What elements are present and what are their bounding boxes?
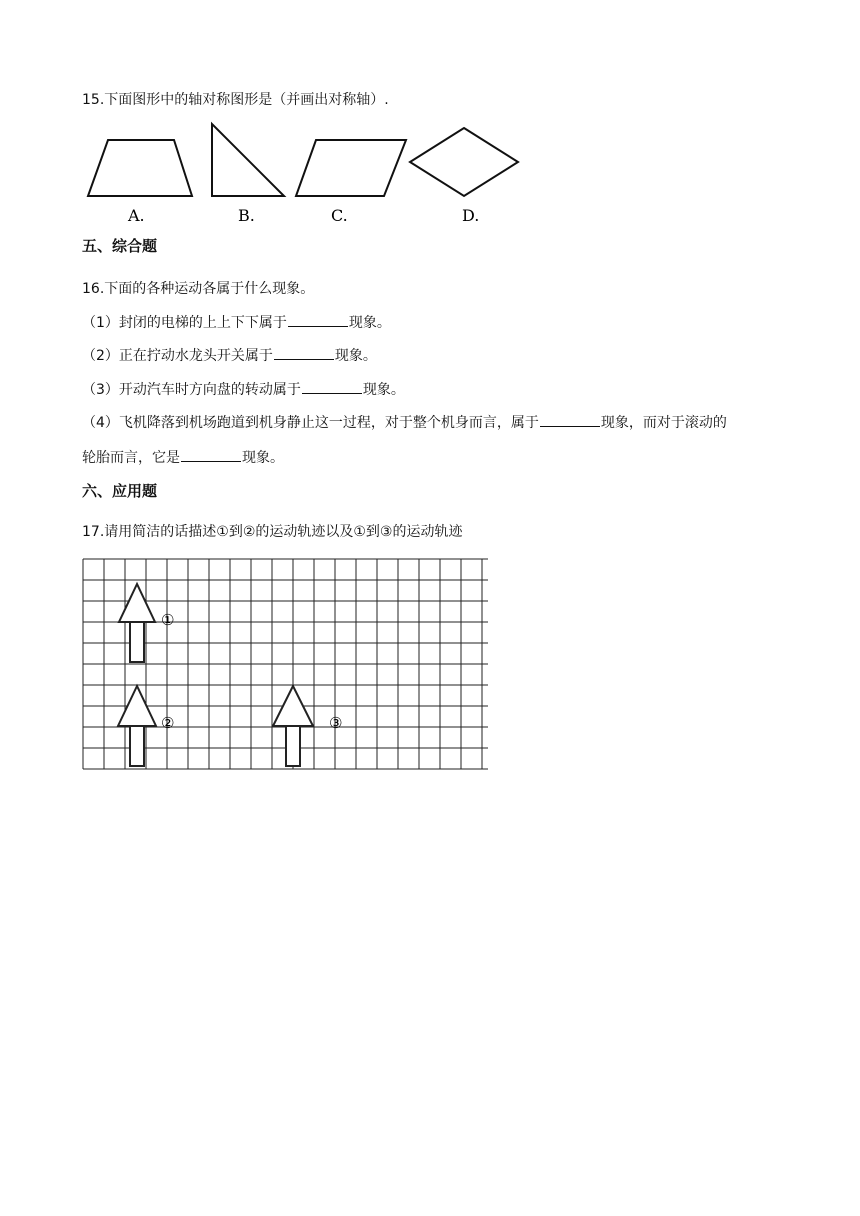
q16-item-1-suffix: 现象。: [348, 315, 391, 331]
q16-item-4-suffix: 现象。: [242, 450, 284, 466]
rhombus-shape: [410, 128, 518, 196]
q16-item-4-line1: [82, 413, 727, 433]
marker-2: ②: [161, 714, 175, 732]
arrow-1-shape: [119, 584, 155, 662]
section5-title: 五、综合题: [82, 237, 158, 255]
grid-diagram: [83, 559, 490, 771]
q17-text: 17.请用简洁的话描述①到②的运动轨迹以及①到③的运动轨迹: [82, 524, 463, 540]
q16-intro: 16.下面的各种运动各属于什么现象。: [82, 281, 315, 297]
q16-item-3-prefix: （3）开动汽车时方向盘的转动属于: [82, 382, 301, 398]
option-a-label: A.: [128, 206, 145, 225]
option-b-label: B.: [238, 206, 255, 225]
parallelogram-shape: [296, 140, 406, 196]
marker-1: ①: [161, 611, 175, 629]
option-c-label: C.: [331, 206, 348, 225]
q16-item-1-prefix: （1）封闭的电梯的上上下下属于: [82, 315, 287, 331]
option-d-label: D.: [462, 206, 480, 225]
q16-item-4-line2: [82, 448, 284, 468]
q16-item-2: [82, 346, 377, 366]
q16-item-2-prefix: （2）正在拧动水龙头开关属于: [82, 348, 273, 364]
q16-item-2-suffix: 现象。: [334, 348, 377, 364]
q16-item-3: [82, 380, 405, 400]
section6-title: 六、应用题: [82, 482, 158, 500]
arrow-2-shape: [118, 686, 156, 766]
q16-item-4-middle: 现象，而对于滚动的: [600, 415, 727, 431]
answer-blank-4[interactable]: [540, 413, 600, 427]
marker-3: ③: [329, 714, 343, 732]
q16-item-3-suffix: 现象。: [362, 382, 405, 398]
q16-item-1: [82, 313, 391, 333]
arrow-3-shape: [273, 686, 313, 766]
q15-text: 15.下面图形中的轴对称图形是（并画出对称轴）.: [82, 92, 389, 108]
trapezoid-shape: [88, 140, 192, 196]
right-triangle-shape: [212, 124, 284, 196]
q16-item-4-prefix: （4）飞机降落到机场跑道到机身静止这一过程，对于整个机身而言，属于: [82, 415, 539, 431]
answer-blank-3[interactable]: [302, 380, 362, 394]
q15-shapes: [82, 120, 532, 230]
answer-blank-2[interactable]: [274, 346, 334, 360]
answer-blank-1[interactable]: [288, 313, 348, 327]
answer-blank-5[interactable]: [181, 448, 241, 462]
q16-item-4-line2-prefix: 轮胎而言，它是: [82, 450, 180, 466]
